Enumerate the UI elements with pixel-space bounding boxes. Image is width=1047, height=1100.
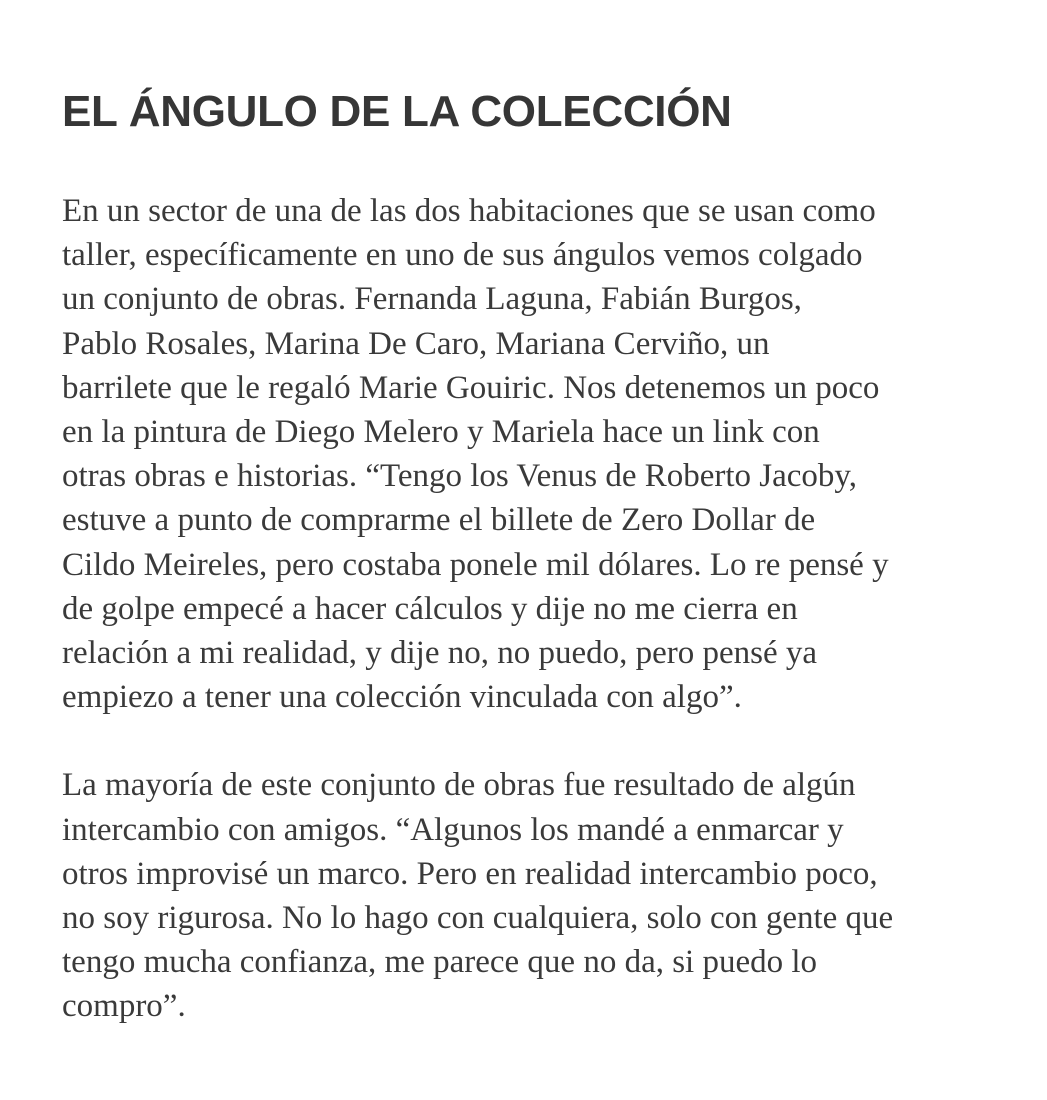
paragraph-1 — [62, 189, 1022, 719]
paragraph-2 — [62, 763, 1022, 1028]
text-line: relación a mi realidad, y dije no, no puedo, pero pensé ya — [62, 635, 818, 672]
text-line: no soy rigurosa. No lo hago con cualquiera, solo con gente que — [62, 900, 894, 937]
article-title: EL ÁNGULO DE LA COLECCIÓN — [62, 87, 732, 136]
text-line: empiezo a tener una colección vinculada con algo”. — [62, 679, 742, 716]
text-line: otros improvisé un marco. Pero en realidad intercambio poco, — [62, 855, 878, 892]
text-line: intercambio con amigos. “Algunos los mandé a enmarcar y — [62, 811, 844, 848]
text-line: La mayoría de este conjunto de obras fue resultado de algún — [62, 767, 856, 804]
text-line: estuve a punto de comprarme el billete de Zero Dollar de — [62, 502, 816, 539]
text-line: en la pintura de Diego Melero y Mariela hace un link con — [62, 414, 820, 451]
text-line: Cildo Meireles, pero costaba ponele mil dólares. Lo re pensé y — [62, 546, 889, 583]
text-line: tengo mucha confianza, me parece que no da, si puedo lo — [62, 944, 818, 981]
text-line: de golpe empecé a hacer cálculos y dije no me cierra en — [62, 590, 798, 627]
text-line: un conjunto de obras. Fernanda Laguna, Fabián Burgos, — [62, 281, 802, 318]
text-line: compro”. — [62, 988, 186, 1025]
text-line: barrilete que le regaló Marie Gouiric. Nos detenemos un poco — [62, 369, 880, 406]
text-line: taller, específicamente en uno de sus ángulos vemos colgado — [62, 237, 863, 274]
text-line: En un sector de una de las dos habitaciones que se usan como — [62, 193, 876, 229]
text-line: Pablo Rosales, Marina De Caro, Mariana Cerviño, un — [62, 325, 770, 362]
article-body — [62, 189, 1022, 1029]
text-line: otras obras e historias. “Tengo los Venus de Roberto Jacoby, — [62, 458, 858, 495]
article — [62, 86, 1022, 1029]
